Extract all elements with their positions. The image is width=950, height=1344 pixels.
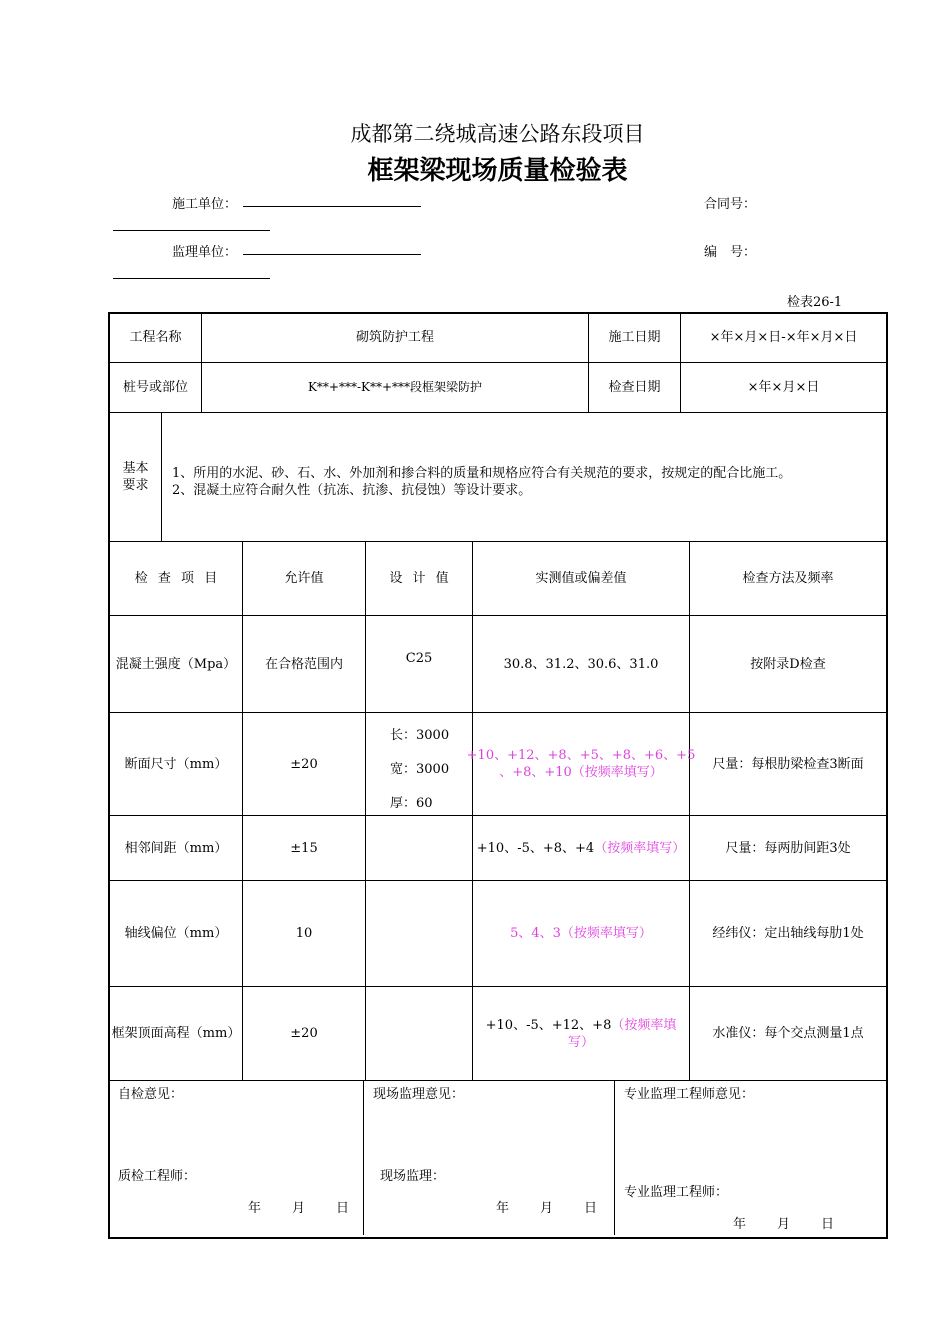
supervisor-field[interactable] [243,254,421,255]
inspection-date-value[interactable]: ×年×月×日 [747,380,820,395]
supervisor-label: 监理单位： [172,245,238,260]
pro-engineer-label[interactable]: 专业监理工程师： [624,1185,729,1200]
col-measured-header: 实测值或偏差值 [535,571,627,586]
station-value[interactable]: K**+***-K**+***段框架梁防护 [307,380,483,394]
table-row-measured[interactable]: 5、4、3（按频率填写） [510,926,652,941]
table-row-item: 相邻间距（mm） [124,840,228,856]
date-year: 年 [733,1217,747,1232]
measured-line2: 写） [567,1034,594,1050]
col-method-header: 检查方法及频率 [742,571,834,586]
table-row-method: 尺量：每根肋梁检查3断面 [712,756,864,772]
date-day: 日 [584,1201,598,1216]
table-row-design[interactable] [366,816,472,880]
contractor-label: 施工单位： [172,197,238,212]
table-row-allowed: ±20 [290,756,318,772]
col-allowed-header: 允许值 [284,571,324,586]
number-label: 编 号： [704,245,757,260]
table-row-allowed: 在合格范围内 [264,656,343,672]
table-row-item: 混凝土强度（Mpa） [115,656,237,672]
design-thickness[interactable]: 厚：60 [390,796,433,811]
site-supervision-label: 现场监理意见： [373,1087,465,1102]
project-name-value[interactable]: 砌筑防护工程 [355,330,434,345]
table-row-design[interactable] [366,987,472,1080]
contract-no-field[interactable] [113,230,270,231]
table-row-measured[interactable] [473,816,689,880]
page-title: 框架梁现场质量检验表 [367,156,628,186]
measured-line2: 、+8、+10（按频率填写） [499,765,663,780]
table-row-method: 水准仪：每个交点测量1点 [712,1026,864,1041]
table-row-measured[interactable] [473,987,689,1080]
table-row-allowed: 10 [295,926,313,941]
measured-line1: +10、+12、+8、+5、+8、+6、+5 [466,748,696,763]
site-supervisor-label[interactable]: 现场监理： [380,1169,446,1184]
date-month: 月 [292,1201,306,1216]
design-width[interactable]: 宽：3000 [390,762,450,777]
design-length[interactable]: 长：3000 [390,728,450,743]
table-row-method: 按附录D检查 [750,656,826,672]
table-row-design[interactable]: C25 [405,651,433,666]
requirements-label-line1: 基本 [122,461,149,476]
date-day: 日 [336,1201,350,1216]
measured-note: （按频率填 [611,1017,677,1033]
date-month: 月 [540,1201,554,1216]
table-row-allowed: ±20 [290,1026,318,1041]
table-row-design[interactable] [366,881,472,986]
table-row-method: 尺量：每两肋间距3处 [725,840,851,856]
date-day: 日 [821,1217,835,1232]
table-row-item: 框架顶面高程（mm） [111,1026,241,1041]
table-row-method: 经纬仪：定出轴线每肋1处 [712,926,864,941]
measured-values: +10、-5、+12、+8 [485,1017,612,1033]
self-check-label: 自检意见： [118,1087,184,1102]
measured-line1 [486,1017,677,1034]
project-name: 成都第二绕城高速公路东段项目 [350,122,645,146]
table-row-allowed: ±15 [290,840,318,856]
contractor-field[interactable] [243,206,421,207]
table-row-measured[interactable]: 30.8、31.2、30.6、31.0 [503,656,659,672]
qc-engineer-label[interactable]: 质检工程师： [118,1169,197,1184]
table-row-item: 轴线偏位（mm） [124,926,228,941]
table-row-item: 断面尺寸（mm） [124,756,228,772]
requirements-label [110,413,161,541]
requirement-1: 1、所用的水泥、砂、石、水、外加剂和掺合料的质量和规格应符合有关规范的要求，按规定的配合比施工。 [172,466,792,481]
col-design-header: 设 计 值 [389,571,449,586]
measured-note: （按频率填写） [594,840,686,856]
date-month: 月 [777,1217,791,1232]
date-year: 年 [496,1201,510,1216]
col-item-header: 检 查 项 目 [134,571,218,586]
inspection-date-label: 检查日期 [608,380,661,395]
pro-supervision-label: 专业监理工程师意见： [624,1087,755,1102]
measured-values: +10、-5、+8、+4 [476,840,595,856]
date-year: 年 [248,1201,262,1216]
form-number: 检表26-1 [787,295,843,310]
construction-date-value[interactable]: ×年×月×日-×年×月×日 [709,330,858,345]
number-field[interactable] [113,278,270,279]
requirement-2: 2、混凝土应符合耐久性（抗冻、抗渗、抗侵蚀）等设计要求。 [172,483,532,498]
requirements-label-line2: 要求 [122,478,149,493]
contract-no-label: 合同号： [704,197,757,212]
table-row-measured[interactable] [466,713,696,815]
project-name-label: 工程名称 [129,330,182,345]
construction-date-label: 施工日期 [608,330,661,345]
station-label: 桩号或部位 [122,380,188,395]
